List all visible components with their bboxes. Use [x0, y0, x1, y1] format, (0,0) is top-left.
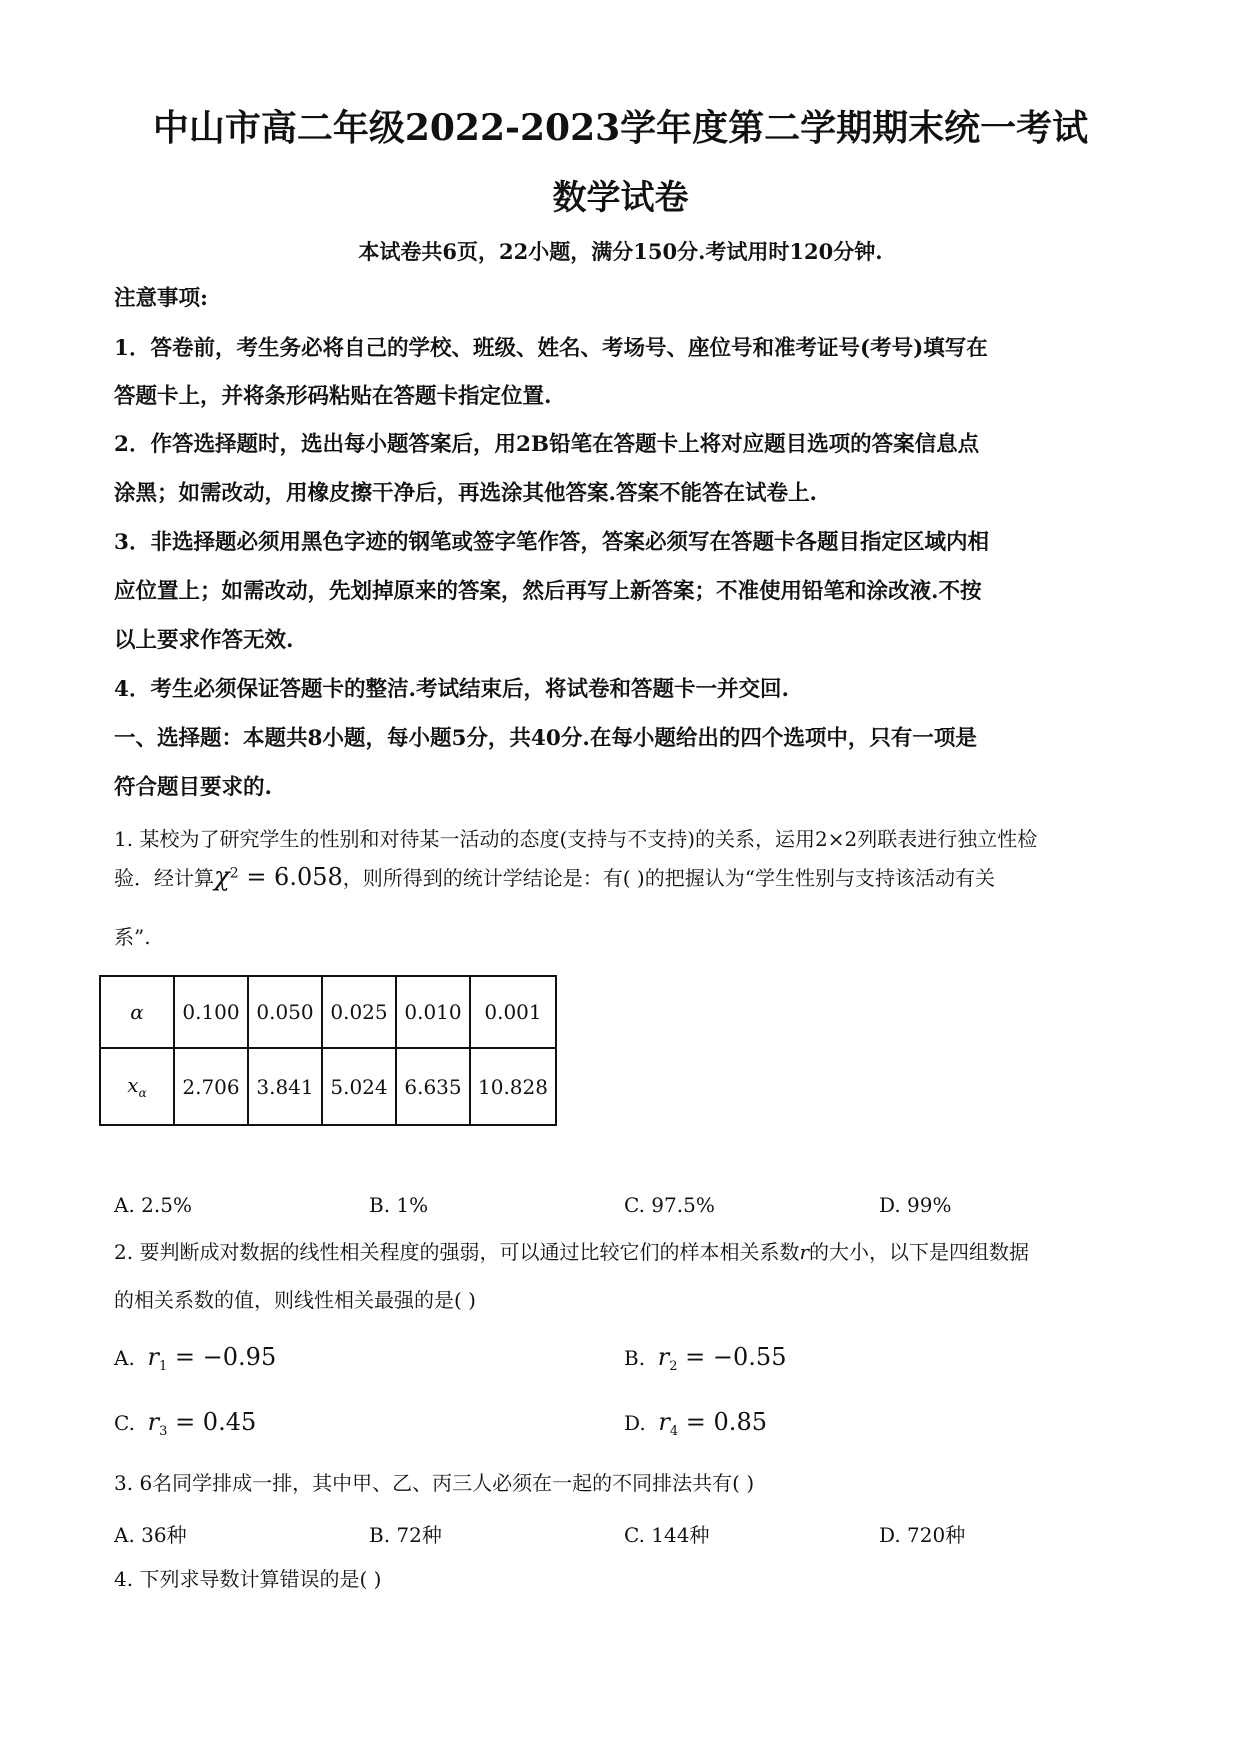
q2-option-b: B. $r_2 = -0.55$: [624, 1343, 787, 1374]
note-3-line-2: 应位置上；如需改动，先划掉原来的答案，然后再写上新答案；不准使用铅笔和涂改液.不按: [114, 579, 982, 604]
table-cell: 0.001: [470, 976, 556, 1048]
table-cell: 0.025: [322, 976, 396, 1048]
q2-line-2: 的相关系数的值，则线性相关最强的是( ): [114, 1288, 476, 1312]
q1-line-2-post: ，则所得到的统计学结论是：有( )的把握认为“学生性别与支持该活动有关: [342, 866, 995, 890]
table-cell: 3.841: [248, 1048, 322, 1125]
table-cell: 6.635: [396, 1048, 470, 1125]
q2-line-1-pre: 2. 要判断成对数据的线性相关程度的强弱，可以通过比较它们的样本相关系数: [114, 1240, 800, 1264]
table-row: [100, 1048, 556, 1125]
q3-line-1: 3. 6名同学排成一排，其中甲、乙、丙三人必须在一起的不同排法共有( ): [114, 1471, 755, 1495]
table-cell: 0.100: [174, 976, 248, 1048]
q1-line-2: [114, 862, 1144, 893]
table-cell: 0.010: [396, 976, 470, 1048]
note-4-line-1: 4．考生必须保证答题卡的整洁.考试结束后，将试卷和答题卡一并交回.: [114, 677, 789, 702]
q1-option-a: A. 2.5%: [114, 1193, 192, 1217]
q1-line-2-pre: 验．经计算: [114, 866, 214, 890]
q1-line-1: 1. 某校为了研究学生的性别和对待某一活动的态度(支持与不支持)的关系，运用2×2列联表进行独立性检: [114, 827, 1038, 851]
table-cell: 5.024: [322, 1048, 396, 1125]
q3-option-b: B. 72种: [369, 1523, 442, 1547]
section-heading-line-1: 一、选择题：本题共8小题，每小题5分，共40分.在每小题给出的四个选项中，只有一项是: [114, 726, 977, 751]
note-3-line-3: 以上要求作答无效.: [114, 628, 294, 653]
q1-option-c: C. 97.5%: [624, 1193, 715, 1217]
q2-option-a: A. $r_1 = -0.95$: [114, 1343, 277, 1374]
section-heading-line-2: 符合题目要求的.: [114, 775, 272, 800]
table-row-head-alpha: α: [100, 976, 174, 1048]
note-2-line-1: 2．作答选择题时，选出每小题答案后，用2B铅笔在答题卡上将对应题目选项的答案信息点: [114, 432, 980, 457]
note-2-line-2: 涂黑；如需改动，用橡皮擦干净后，再选涂其他答案.答案不能答在试卷上.: [114, 481, 817, 506]
chi-exponent: 2: [229, 865, 239, 882]
exam-subtitle: 数学试卷: [552, 178, 689, 218]
table-cell: 10.828: [470, 1048, 556, 1125]
note-1-line-1: 1．答卷前，考生务必将自己的学校、班级、姓名、考场号、座位号和准考证号(考号)填写在: [114, 336, 988, 361]
exam-info: 本试卷共6页，22小题，满分150分.考试用时120分钟.: [358, 239, 883, 264]
note-3-line-1: 3．非选择题必须用黑色字迹的钢笔或签字笔作答，答案必须写在答题卡各题目指定区域内相: [114, 530, 989, 555]
q3-option-a: A. 36种: [114, 1523, 187, 1547]
q1-line-3: 系”.: [114, 925, 151, 949]
notes-heading: 注意事项:: [114, 286, 208, 311]
q3-option-d: D. 720种: [879, 1523, 966, 1547]
q1-option-b: B. 1%: [369, 1193, 429, 1217]
chi-symbol: χ: [214, 862, 230, 892]
table-cell: 2.706: [174, 1048, 248, 1125]
q3-option-c: C. 144种: [624, 1523, 710, 1547]
q2-line-1-post: 的大小，以下是四组数据: [809, 1240, 1030, 1264]
table-cell: 0.050: [248, 976, 322, 1048]
chi-value: = 6.058: [238, 863, 343, 891]
exam-title: 中山市高二年级2022-2023学年度第二学期期末统一考试: [152, 107, 1089, 149]
q2-option-c: C. $r_3 = 0.45$: [114, 1408, 257, 1439]
critical-value-table: [99, 975, 557, 1126]
table-row: [100, 976, 556, 1048]
table-row-head-x-alpha: $x_\alpha$: [100, 1048, 174, 1125]
q2-option-d: D. $r_4 = 0.85$: [624, 1408, 767, 1439]
note-1-line-2: 答题卡上，并将条形码粘贴在答题卡指定位置.: [114, 384, 552, 409]
q2-line-1: [114, 1240, 1144, 1264]
r-symbol: r: [799, 1240, 810, 1264]
q4-line-1: 4. 下列求导数计算错误的是( ): [114, 1567, 382, 1591]
q1-option-d: D. 99%: [879, 1193, 952, 1217]
